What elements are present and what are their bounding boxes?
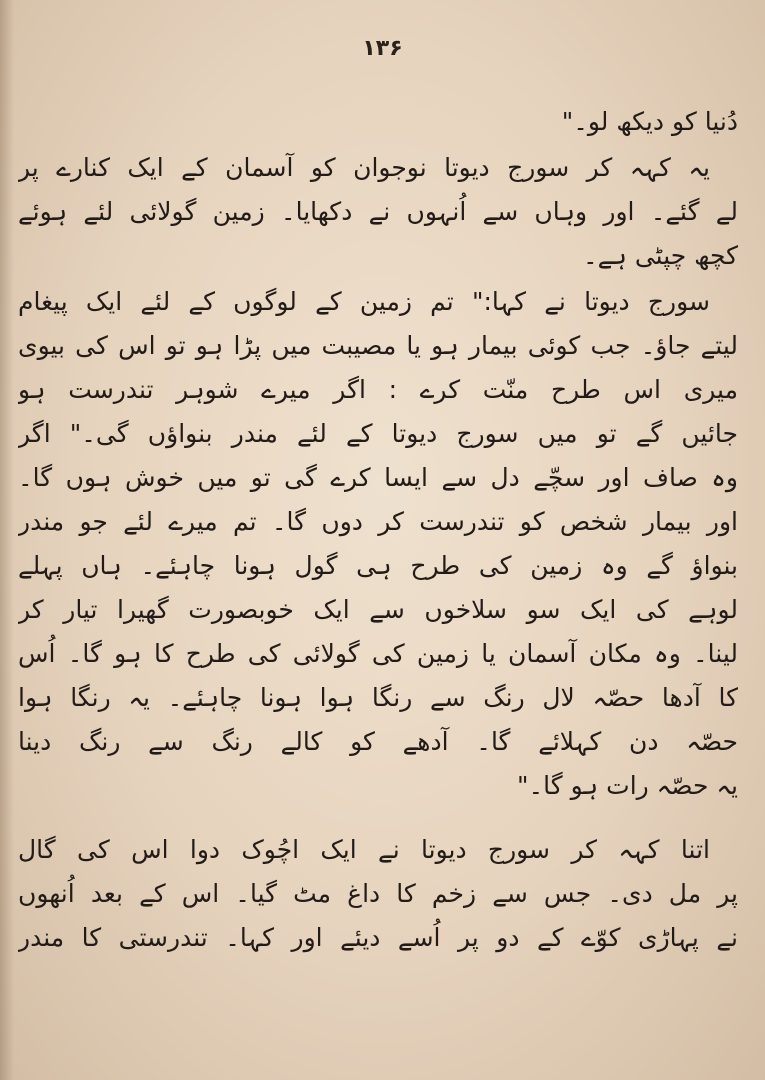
text-line: لیتے جاؤ۔ جب کوئی بیمار ہو یا مصیبت میں پڑا ہو تو اس کی بیوی [18, 331, 738, 360]
text-line: سورج دیوتا نے کہا:" تم زمین کے لوگوں کے لئے ایک پیغام [18, 287, 710, 316]
text-line: بنواؤ گے وہ زمین کی طرح ہی گول ہونا چاہئے۔ ہاں پہلے [18, 551, 738, 580]
text-line: لینا۔ وہ مکان آسمان یا زمین کی گولائی کی طرح کا ہو گا۔ اُس [18, 639, 738, 668]
text-line: کا آدھا حصّہ لال رنگ سے رنگا ہوا ہونا چاہئے۔ یہ رنگا ہوا [18, 683, 738, 712]
text-line: پر مل دی۔ جس سے زخم کا داغ مٹ گیا۔ اس کے بعد اُنھوں [18, 879, 738, 908]
text-line: لوہے کی ایک سو سلاخوں سے ایک خوبصورت گھیرا تیار کر [18, 595, 738, 624]
paragraph-gap [18, 808, 738, 828]
text-line: اتنا کہہ کر سورج دیوتا نے ایک اچُوک دوا اس کی گال [18, 835, 710, 864]
text-line: اور بیمار شخص کو تندرست کر دوں گا۔ تم میرے لئے جو مندر [18, 507, 738, 536]
body-text [18, 100, 738, 960]
text-line: کچھ چپٹی ہے۔ [582, 241, 738, 270]
text-line: جائیں گے تو میں سورج دیوتا کے لئے مندر بنواؤں گی۔" اگر [18, 419, 738, 448]
text-line: میری اس طرح منّت کرے : اگر میرے شوہر تندرست ہو [18, 375, 738, 404]
page-number: ۱۳۶ [362, 36, 403, 61]
text-line: نے پہاڑی کوّے کے دو پر اُسے دیئے اور کہا۔ تندرستی کا مندر [18, 923, 738, 952]
page-edge-shadow [0, 0, 14, 1080]
text-line: حصّہ دن کہلائے گا۔ آدھے کو کالے رنگ سے رنگ دینا [18, 727, 738, 756]
text-line: دُنیا کو دیکھ لو۔" [561, 107, 738, 136]
text-line: یہ حصّہ رات ہو گا۔" [517, 771, 738, 800]
text-line: لے گئے۔ اور وہاں سے اُنہوں نے دکھایا۔ زمین گولائی لئے ہوئے [18, 197, 738, 226]
text-line: یہ کہہ کر سورج دیوتا نوجوان کو آسمان کے ایک کنارے پر [18, 153, 710, 182]
text-line: وہ صاف اور سچّے دل سے ایسا کرے گی تو میں خوش ہوں گا۔ [18, 463, 738, 492]
